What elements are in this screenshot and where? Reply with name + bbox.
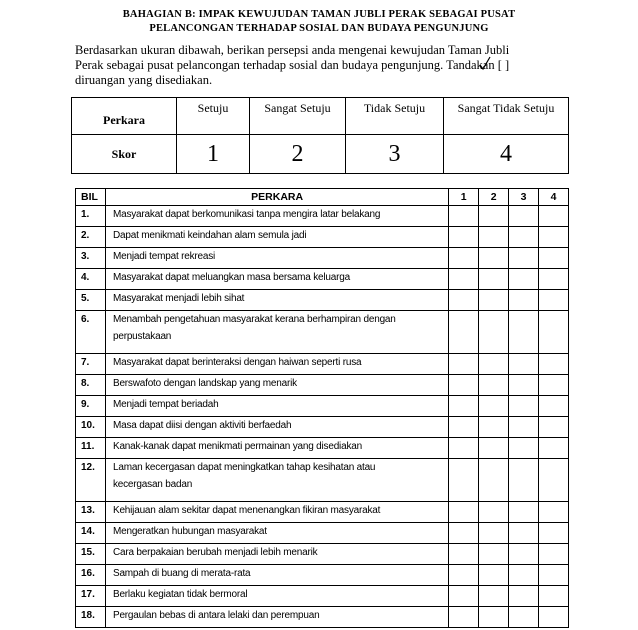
rating-scale-table [71, 97, 569, 174]
table-row [76, 375, 569, 396]
score-cell-1[interactable] [449, 354, 479, 375]
row-number: 7. [76, 354, 106, 375]
column-header-score-1: 1 [449, 189, 479, 206]
score-cell-3[interactable] [509, 523, 539, 544]
score-cell-2[interactable] [479, 311, 509, 354]
table-row [76, 459, 569, 502]
score-cell-2[interactable] [479, 396, 509, 417]
score-cell-4[interactable] [539, 565, 569, 586]
row-number: 9. [76, 396, 106, 417]
score-cell-4[interactable] [539, 206, 569, 227]
table-row [76, 523, 569, 544]
score-cell-4[interactable] [539, 396, 569, 417]
row-number: 6. [76, 311, 106, 354]
section-heading-line1: BAHAGIAN B: IMPAK KEWUJUDAN TAMAN JUBLI PERAK SEBAGAI PUSAT [122, 9, 516, 20]
score-cell-2[interactable] [479, 502, 509, 523]
score-cell-3[interactable] [509, 290, 539, 311]
table-row [76, 565, 569, 586]
score-cell-4[interactable] [539, 290, 569, 311]
statement-line: Mengeratkan hubungan masyarakat [112, 526, 267, 537]
row-statement [105, 206, 448, 227]
statement-line: kecergasan badan [112, 479, 193, 490]
survey-rows [76, 206, 569, 628]
score-cell-1[interactable] [449, 417, 479, 438]
row-statement [105, 438, 448, 459]
score-cell-3[interactable] [509, 375, 539, 396]
row-number: 4. [76, 269, 106, 290]
scale-perkara-label: Perkara [72, 98, 177, 135]
checkmark-icon [478, 55, 492, 73]
score-cell-4[interactable] [539, 269, 569, 290]
row-number: 12. [76, 459, 106, 502]
row-statement [105, 227, 448, 248]
table-row [76, 586, 569, 607]
column-header-score-4: 4 [539, 189, 569, 206]
score-cell-2[interactable] [479, 438, 509, 459]
score-cell-4[interactable] [539, 459, 569, 502]
score-cell-1[interactable] [449, 227, 479, 248]
column-header-score-3: 3 [509, 189, 539, 206]
score-cell-2[interactable] [479, 375, 509, 396]
scale-score-3: 3 [346, 135, 444, 174]
statement-line: Masa dapat diisi dengan aktiviti berfaedah [112, 420, 292, 431]
row-number: 5. [76, 290, 106, 311]
score-cell-4[interactable] [539, 248, 569, 269]
row-statement [105, 523, 448, 544]
score-cell-4[interactable] [539, 544, 569, 565]
row-number: 13. [76, 502, 106, 523]
row-number: 8. [76, 375, 106, 396]
score-cell-4[interactable] [539, 417, 569, 438]
score-cell-1[interactable] [449, 544, 479, 565]
table-row [76, 502, 569, 523]
row-statement [105, 269, 448, 290]
score-cell-4[interactable] [539, 586, 569, 607]
column-header-bil: BIL [76, 189, 106, 206]
score-cell-2[interactable] [479, 459, 509, 502]
score-cell-1[interactable] [449, 438, 479, 459]
score-cell-1[interactable] [449, 248, 479, 269]
score-cell-3[interactable] [509, 438, 539, 459]
scale-score-2: 2 [250, 135, 346, 174]
score-cell-3[interactable] [509, 565, 539, 586]
score-cell-2[interactable] [479, 206, 509, 227]
column-header-perkara: PERKARA [105, 189, 448, 206]
statement-line: Masyarakat dapat meluangkan masa bersama keluarga [112, 272, 350, 283]
score-cell-3[interactable] [509, 248, 539, 269]
score-cell-2[interactable] [479, 248, 509, 269]
statement-line: Pergaulan bebas di antara lelaki dan perempuan [112, 610, 320, 621]
table-row [76, 417, 569, 438]
statement-line: Kanak-kanak dapat menikmati permainan yang disediakan [112, 441, 362, 452]
score-cell-4[interactable] [539, 438, 569, 459]
row-statement [105, 607, 448, 628]
score-cell-1[interactable] [449, 586, 479, 607]
score-cell-1[interactable] [449, 502, 479, 523]
instruction-line3: diruangan yang disediakan. [75, 73, 213, 87]
instruction-line1: Berdasarkan ukuran dibawah, berikan persepsi anda mengenai kewujudan Taman Jubli [75, 43, 510, 57]
row-number: 2. [76, 227, 106, 248]
score-cell-3[interactable] [509, 544, 539, 565]
table-row [76, 227, 569, 248]
score-cell-1[interactable] [449, 565, 479, 586]
scale-label-sangat-setuju: Sangat Setuju [250, 98, 346, 135]
score-cell-1[interactable] [449, 290, 479, 311]
score-cell-2[interactable] [479, 607, 509, 628]
statement-line: Cara berpakaian berubah menjadi lebih menarik [112, 547, 318, 558]
table-row [76, 354, 569, 375]
row-number: 18. [76, 607, 106, 628]
table-row [76, 396, 569, 417]
score-cell-2[interactable] [479, 354, 509, 375]
score-cell-4[interactable] [539, 502, 569, 523]
table-row [76, 269, 569, 290]
score-cell-1[interactable] [449, 375, 479, 396]
statement-line: Masyarakat menjadi lebih sihat [112, 293, 245, 304]
statement-line: Kehijauan alam sekitar dapat menenangkan fikiran masyarakat [112, 505, 381, 516]
score-cell-1[interactable] [449, 459, 479, 502]
scale-score-4: 4 [444, 135, 569, 174]
row-number: 1. [76, 206, 106, 227]
statement-line: Masyarakat dapat berinteraksi dengan haiwan seperti rusa [112, 357, 362, 368]
row-statement [105, 354, 448, 375]
scale-label-sangat-tidak-setuju: Sangat Tidak Setuju [444, 98, 569, 135]
statement-line: Masyarakat dapat berkomunikasi tanpa mengira latar belakang [112, 209, 381, 220]
score-cell-3[interactable] [509, 586, 539, 607]
row-statement [105, 565, 448, 586]
score-cell-1[interactable] [449, 607, 479, 628]
score-cell-3[interactable] [509, 417, 539, 438]
table-row [76, 438, 569, 459]
row-statement [105, 586, 448, 607]
score-cell-4[interactable] [539, 375, 569, 396]
row-number: 14. [76, 523, 106, 544]
score-cell-2[interactable] [479, 523, 509, 544]
statement-line: Berlaku kegiatan tidak bermoral [112, 589, 248, 600]
row-statement [105, 417, 448, 438]
score-cell-2[interactable] [479, 544, 509, 565]
row-number: 15. [76, 544, 106, 565]
row-number: 10. [76, 417, 106, 438]
row-statement [105, 396, 448, 417]
section-heading-line2: PELANCONGAN TERHADAP SOSIAL DAN BUDAYA PENGUNJUNG [149, 23, 489, 34]
score-cell-3[interactable] [509, 396, 539, 417]
row-statement [105, 248, 448, 269]
row-statement [105, 375, 448, 396]
score-cell-3[interactable] [509, 502, 539, 523]
statement-line: Sampah di buang di merata-rata [112, 568, 251, 579]
table-row [76, 290, 569, 311]
row-number: 17. [76, 586, 106, 607]
row-statement [105, 502, 448, 523]
score-cell-3[interactable] [509, 269, 539, 290]
score-cell-3[interactable] [509, 227, 539, 248]
score-cell-1[interactable] [449, 311, 479, 354]
survey-items-table [75, 188, 569, 628]
score-cell-4[interactable] [539, 607, 569, 628]
score-cell-2[interactable] [479, 586, 509, 607]
statement-line: Dapat menikmati keindahan alam semula jadi [112, 230, 307, 241]
table-row [76, 311, 569, 354]
statement-line: Menjadi tempat rekreasi [112, 251, 216, 262]
score-cell-3[interactable] [509, 311, 539, 354]
row-statement [105, 311, 448, 354]
scale-score-1: 1 [177, 135, 250, 174]
score-cell-4[interactable] [539, 227, 569, 248]
score-cell-1[interactable] [449, 523, 479, 544]
row-number: 11. [76, 438, 106, 459]
score-cell-1[interactable] [449, 269, 479, 290]
table-row [76, 248, 569, 269]
score-cell-4[interactable] [539, 311, 569, 354]
score-cell-3[interactable] [509, 459, 539, 502]
scale-label-tidak-setuju: Tidak Setuju [346, 98, 444, 135]
statement-line: Laman kecergasan dapat meningkatkan tahap kesihatan atau [112, 462, 376, 473]
score-cell-4[interactable] [539, 523, 569, 544]
table-row [76, 206, 569, 227]
statement-line: Berswafoto dengan landskap yang menarik [112, 378, 297, 389]
instruction-line2: Perak sebagai pusat pelancongan terhadap sosial dan budaya pengunjung. Tandakan [ ] [75, 58, 510, 72]
score-cell-3[interactable] [509, 607, 539, 628]
score-cell-2[interactable] [479, 565, 509, 586]
row-number: 3. [76, 248, 106, 269]
statement-line: Menambah pengetahuan masyarakat kerana berhampiran dengan [112, 314, 396, 325]
row-number: 16. [76, 565, 106, 586]
score-cell-2[interactable] [479, 417, 509, 438]
row-statement [105, 544, 448, 565]
table-row [76, 544, 569, 565]
score-cell-3[interactable] [509, 206, 539, 227]
score-cell-3[interactable] [509, 354, 539, 375]
score-cell-2[interactable] [479, 269, 509, 290]
scale-label-setuju: Setuju [177, 98, 250, 135]
row-statement [105, 459, 448, 502]
column-header-score-2: 2 [479, 189, 509, 206]
score-cell-1[interactable] [449, 206, 479, 227]
statement-line: perpustakaan [112, 331, 172, 342]
scale-skor-label: Skor [72, 135, 177, 174]
score-cell-4[interactable] [539, 354, 569, 375]
row-statement [105, 290, 448, 311]
score-cell-2[interactable] [479, 290, 509, 311]
score-cell-2[interactable] [479, 227, 509, 248]
table-row [76, 607, 569, 628]
score-cell-1[interactable] [449, 396, 479, 417]
statement-line: Menjadi tempat beriadah [112, 399, 219, 410]
